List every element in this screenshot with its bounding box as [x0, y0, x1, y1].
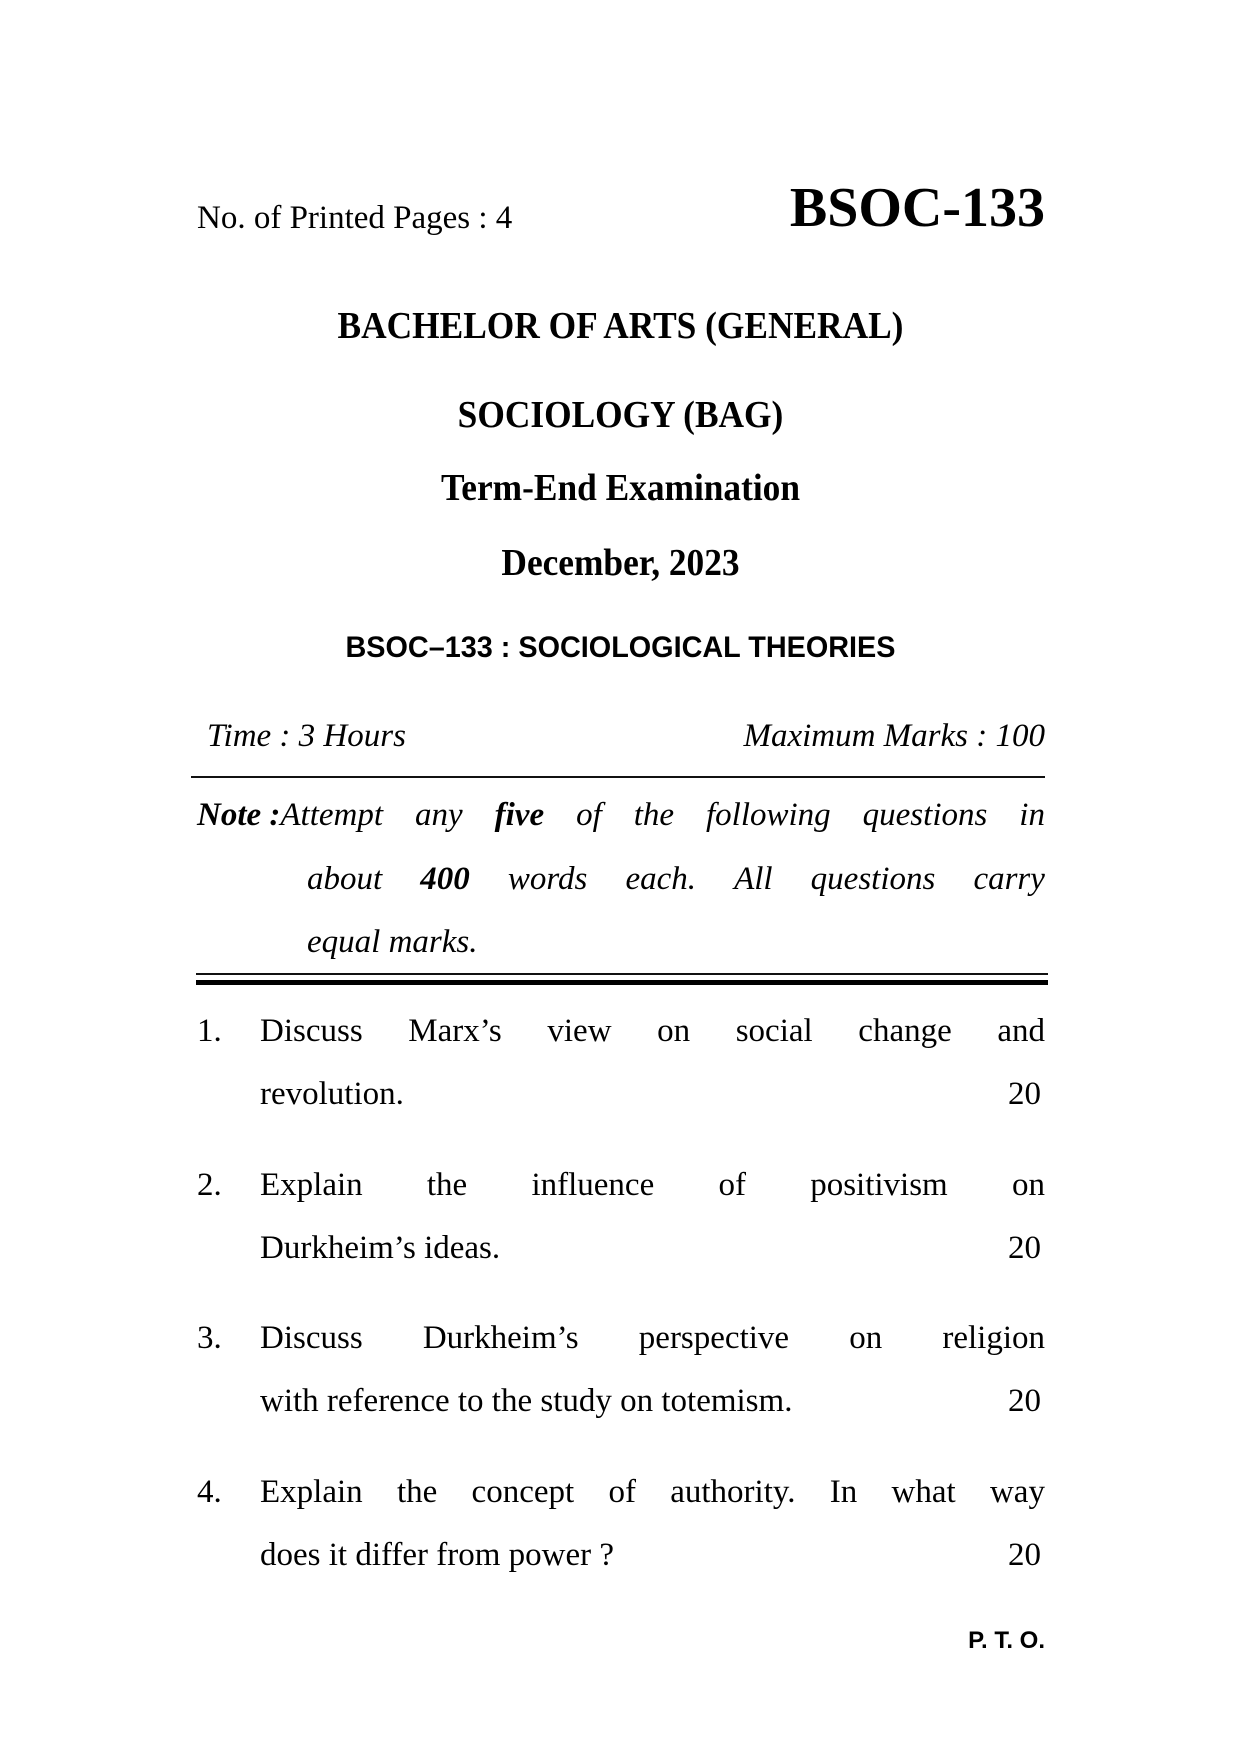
note-line-3: equal marks. [307, 924, 478, 960]
note-word: questions [862, 797, 988, 833]
note-word: each. [625, 861, 696, 897]
question-text-line-2 [260, 1217, 1041, 1280]
question-word: religion [942, 1320, 1045, 1356]
horizontal-rule [191, 776, 1045, 778]
question-text-line-1 [260, 1461, 1045, 1524]
note-line-2 [307, 859, 1045, 899]
question-word: Discuss [260, 1013, 363, 1049]
question-word: of [608, 1474, 636, 1510]
note-word-emphasis: 400 [420, 861, 470, 897]
question-word: social [735, 1013, 813, 1049]
question-text-line-2 [260, 1524, 1041, 1587]
question-word: authority. [670, 1474, 796, 1510]
please-turn-over: P. T. O. [968, 1627, 1045, 1654]
question-word: Durkheim’s [422, 1320, 579, 1356]
note-label-and-first-word [197, 795, 383, 835]
question-text-line-1 [260, 1154, 1045, 1217]
question-marks: 20 [1008, 1383, 1041, 1419]
note-word: words [507, 861, 588, 897]
maximum-marks: Maximum Marks : 100 [743, 718, 1045, 754]
question-word: on [1011, 1167, 1045, 1203]
question-marks: 20 [1008, 1230, 1041, 1266]
question-word: on [657, 1013, 691, 1049]
question-word: change [858, 1013, 952, 1049]
programme-title: BACHELOR OF ARTS (GENERAL) [337, 305, 904, 347]
printed-pages-count: No. of Printed Pages : 4 [197, 200, 513, 236]
question-number: 3. [197, 1320, 222, 1356]
question-word: In [829, 1474, 858, 1510]
question-number: 4. [197, 1474, 222, 1510]
question-word: perspective [638, 1320, 790, 1356]
exam-title: Term-End Examination [440, 467, 801, 509]
note-word: following [706, 797, 831, 833]
question-text: with reference to the study on totemism. [260, 1383, 793, 1419]
question-word: Marx’s [408, 1013, 502, 1049]
question-word: of [718, 1167, 746, 1203]
question-word: what [891, 1474, 956, 1510]
question-word: the [426, 1167, 468, 1203]
question-text-line-1 [260, 1307, 1045, 1370]
question-word: the [396, 1474, 438, 1510]
note-word: in [1019, 797, 1045, 833]
question-word: positivism [810, 1167, 948, 1203]
note-word: about [307, 861, 383, 897]
question-word: Discuss [260, 1320, 363, 1356]
question-word: influence [531, 1167, 655, 1203]
exam-date: December, 2023 [501, 542, 740, 584]
question-word: on [849, 1320, 883, 1356]
question-marks: 20 [1008, 1537, 1041, 1573]
note-word-emphasis: five [494, 797, 545, 833]
question-text-line-2 [260, 1063, 1041, 1126]
question-word: concept [471, 1474, 575, 1510]
subject-title: SOCIOLOGY (BAG) [457, 394, 784, 436]
question-number: 1. [197, 1013, 222, 1049]
double-rule-thick [196, 980, 1048, 985]
note-word: of [576, 797, 602, 833]
course-title: BSOC–133 : SOCIOLOGICAL THEORIES [345, 631, 896, 664]
question-marks: 20 [1008, 1076, 1041, 1112]
note-line-1 [197, 795, 1045, 835]
question-text-line-1 [260, 1000, 1045, 1063]
question-text-line-2 [260, 1370, 1041, 1433]
question-word: Explain [260, 1474, 363, 1510]
question-word: Explain [260, 1167, 363, 1203]
question-text: revolution. [260, 1076, 404, 1112]
note-word: Attempt [280, 797, 384, 833]
note-label: Note : [197, 797, 281, 833]
note-word: the [633, 797, 675, 833]
paper-code: BSOC-133 [789, 177, 1045, 239]
note-word: All [734, 861, 773, 897]
question-text: Durkheim’s ideas. [260, 1230, 501, 1266]
question-number: 2. [197, 1167, 222, 1203]
note-word: carry [973, 861, 1045, 897]
note-word: questions [810, 861, 936, 897]
question-word: way [989, 1474, 1045, 1510]
time-allowed: Time : 3 Hours [207, 718, 406, 754]
note-word: any [415, 797, 463, 833]
question-word: view [547, 1013, 612, 1049]
question-word: and [997, 1013, 1045, 1049]
double-rule-thin [196, 973, 1048, 975]
question-text: does it differ from power ? [260, 1537, 615, 1573]
